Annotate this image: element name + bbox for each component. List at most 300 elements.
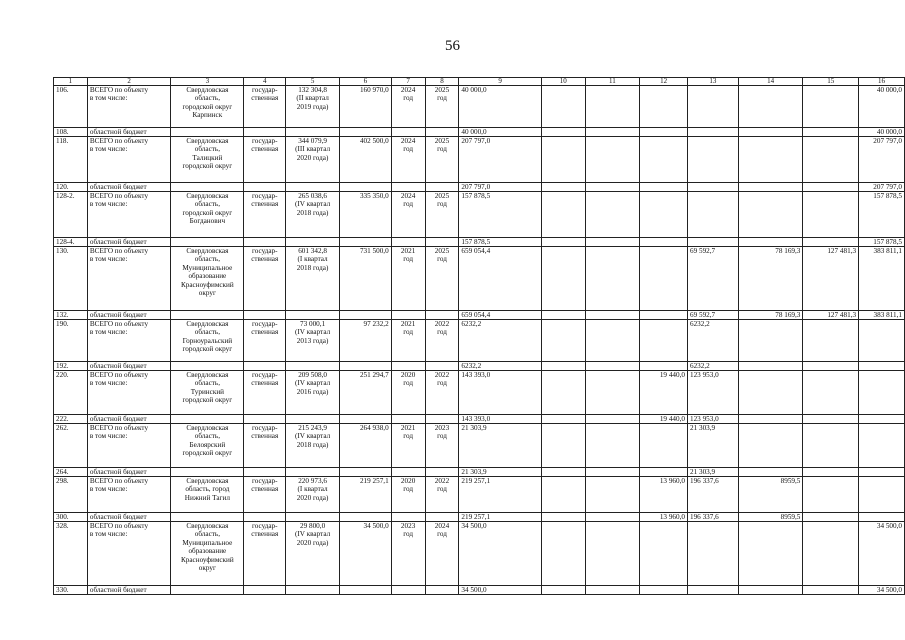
table-cell (286, 311, 340, 320)
table-cell (738, 183, 803, 192)
column-number-cell: 14 (738, 78, 803, 86)
table-cell (640, 183, 688, 192)
table-cell (541, 424, 585, 468)
table-cell: 143 393,0 (459, 371, 541, 415)
table-cell (541, 415, 585, 424)
table-cell (803, 513, 859, 522)
table-cell: областной бюджет (87, 128, 171, 137)
table-cell (585, 468, 640, 477)
table-cell (541, 238, 585, 247)
table-cell (859, 477, 905, 513)
table-cell (585, 86, 640, 128)
table-cell (425, 513, 459, 522)
table-cell (640, 192, 688, 238)
table-cell: 209 508,0 (IV квартал 2016 года) (286, 371, 340, 415)
table-cell (640, 128, 688, 137)
table-cell: 2020 год (391, 477, 425, 513)
table-cell (585, 362, 640, 371)
table-cell (541, 468, 585, 477)
table-cell (859, 513, 905, 522)
table-cell: областной бюджет (87, 311, 171, 320)
table-cell (738, 424, 803, 468)
table-cell: 222. (54, 415, 88, 424)
table-cell (425, 468, 459, 477)
table-cell (171, 311, 244, 320)
table-cell: 2023 год (391, 522, 425, 586)
table-cell: 40 000,0 (459, 128, 541, 137)
table-cell: 78 169,3 (738, 247, 803, 311)
table-cell: областной бюджет (87, 415, 171, 424)
table-cell (541, 362, 585, 371)
table-cell (244, 468, 286, 477)
table-cell (859, 424, 905, 468)
table-cell (171, 183, 244, 192)
table-cell: 251 294,7 (339, 371, 391, 415)
table-cell (585, 477, 640, 513)
table-cell (541, 522, 585, 586)
table-cell: 128-2. (54, 192, 88, 238)
budget-row (54, 468, 905, 477)
table-cell: ВСЕГО по объекту в том числе: (87, 247, 171, 311)
table-cell (803, 477, 859, 513)
table-cell: 196 337,6 (687, 513, 738, 522)
table-cell: 130. (54, 247, 88, 311)
table-cell: областной бюджет (87, 183, 171, 192)
table-cell (585, 128, 640, 137)
column-number-cell: 6 (339, 78, 391, 86)
table-cell (585, 311, 640, 320)
table-cell (738, 128, 803, 137)
table-cell (738, 86, 803, 128)
table-cell: 21 303,9 (459, 468, 541, 477)
table-cell: 2022 год (425, 477, 459, 513)
table-cell (171, 362, 244, 371)
table-cell: 335 350,0 (339, 192, 391, 238)
table-cell: 127 481,3 (803, 311, 859, 320)
table-cell (585, 586, 640, 595)
table-cell: 298. (54, 477, 88, 513)
table-cell: 383 811,1 (859, 247, 905, 311)
table-cell: 2021 год (391, 424, 425, 468)
table-cell: 21 303,9 (687, 468, 738, 477)
table-cell (585, 424, 640, 468)
table-cell: областной бюджет (87, 513, 171, 522)
table-cell: 2025 год (425, 247, 459, 311)
table-cell: 330. (54, 586, 88, 595)
table-cell (244, 183, 286, 192)
table-cell (339, 586, 391, 595)
budget-row (54, 183, 905, 192)
table-cell (339, 468, 391, 477)
table-cell: ВСЕГО по объекту в том числе: (87, 137, 171, 183)
table-cell (425, 586, 459, 595)
budget-row (54, 362, 905, 371)
table-cell: Свердловская область, городской округ Карпинск (171, 86, 244, 128)
table-cell (391, 311, 425, 320)
table-cell: областной бюджет (87, 238, 171, 247)
table-cell: 2021 год (391, 320, 425, 362)
table-cell: государ- ственная (244, 424, 286, 468)
table-cell (391, 362, 425, 371)
table-cell (171, 586, 244, 595)
table-cell: Свердловская область, город Нижний Тагил (171, 477, 244, 513)
table-cell: Свердловская область, Горноуральский городской округ (171, 320, 244, 362)
table-cell: 78 169,3 (738, 311, 803, 320)
table-cell: 262. (54, 424, 88, 468)
table-cell: 265 038,6 (IV квартал 2018 года) (286, 192, 340, 238)
table-cell: 120. (54, 183, 88, 192)
table-cell: 264 938,0 (339, 424, 391, 468)
table-cell: 157 878,5 (459, 192, 541, 238)
column-number-cell: 12 (640, 78, 688, 86)
table-cell (738, 238, 803, 247)
table-cell (738, 371, 803, 415)
budget-row (54, 513, 905, 522)
table-cell: 123 953,0 (687, 415, 738, 424)
table-cell (803, 522, 859, 586)
table-cell: областной бюджет (87, 468, 171, 477)
column-number-cell: 3 (171, 78, 244, 86)
table-cell: 21 303,9 (687, 424, 738, 468)
table-cell: 2024 год (391, 137, 425, 183)
table-cell: 8959,5 (738, 477, 803, 513)
table-cell (738, 362, 803, 371)
table-cell (738, 192, 803, 238)
column-number-cell: 10 (541, 78, 585, 86)
table-cell: 34 500,0 (859, 522, 905, 586)
table-cell (286, 586, 340, 595)
table-cell: 6232,2 (459, 320, 541, 362)
table-cell (541, 183, 585, 192)
object-row (54, 247, 905, 311)
table-cell (585, 183, 640, 192)
table-cell: 659 054,4 (459, 247, 541, 311)
table-cell (171, 468, 244, 477)
table-cell: 2022 год (425, 371, 459, 415)
object-row (54, 137, 905, 183)
table-cell (687, 86, 738, 128)
table-cell (640, 424, 688, 468)
table-cell (286, 362, 340, 371)
table-cell (738, 137, 803, 183)
table-cell (585, 137, 640, 183)
table-cell: 2022 год (425, 320, 459, 362)
column-number-row (54, 78, 905, 86)
table-cell: ВСЕГО по объекту в том числе: (87, 320, 171, 362)
object-row (54, 371, 905, 415)
table-cell: государ- ственная (244, 371, 286, 415)
table-cell: 207 797,0 (459, 183, 541, 192)
column-number-cell: 13 (687, 78, 738, 86)
table-cell: 6232,2 (459, 362, 541, 371)
table-cell (640, 522, 688, 586)
table-cell (171, 415, 244, 424)
table-cell: 34 500,0 (859, 586, 905, 595)
table-cell (391, 415, 425, 424)
table-cell: 2025 год (425, 192, 459, 238)
budget-table (53, 77, 905, 595)
table-cell (585, 320, 640, 362)
table-cell: Свердловская область, городской округ Богданович (171, 192, 244, 238)
table-cell: 264. (54, 468, 88, 477)
table-cell (859, 320, 905, 362)
table-cell: 132 304,8 (II квартал 2019 года) (286, 86, 340, 128)
table-cell (640, 586, 688, 595)
table-cell (244, 362, 286, 371)
table-cell (687, 137, 738, 183)
table-cell: областной бюджет (87, 362, 171, 371)
table-cell: Свердловская область, Белоярский городской округ (171, 424, 244, 468)
table-cell (640, 362, 688, 371)
table-cell: 402 500,0 (339, 137, 391, 183)
table-cell: 6232,2 (687, 320, 738, 362)
table-cell: 157 878,5 (859, 192, 905, 238)
table-cell: 118. (54, 137, 88, 183)
table-cell (244, 415, 286, 424)
table-cell: ВСЕГО по объекту в том числе: (87, 424, 171, 468)
table-cell: 207 797,0 (459, 137, 541, 183)
table-cell (171, 128, 244, 137)
table-cell (803, 137, 859, 183)
object-row (54, 477, 905, 513)
table-cell (541, 128, 585, 137)
table-cell (803, 128, 859, 137)
table-cell (244, 311, 286, 320)
table-cell (541, 371, 585, 415)
table-cell: 219 257,1 (459, 513, 541, 522)
table-cell: 157 878,5 (459, 238, 541, 247)
object-row (54, 424, 905, 468)
table-cell (425, 183, 459, 192)
table-cell (425, 362, 459, 371)
table-cell: 132. (54, 311, 88, 320)
table-cell (541, 311, 585, 320)
table-cell (286, 238, 340, 247)
table-cell: 34 500,0 (459, 586, 541, 595)
table-cell: 219 257,1 (459, 477, 541, 513)
table-cell: 2021 год (391, 247, 425, 311)
table-cell: 40 000,0 (459, 86, 541, 128)
table-cell: 97 232,2 (339, 320, 391, 362)
column-number-cell: 5 (286, 78, 340, 86)
table-cell (585, 415, 640, 424)
table-cell: ВСЕГО по объекту в том числе: (87, 371, 171, 415)
page-number: 56 (445, 38, 460, 54)
table-cell (585, 513, 640, 522)
table-cell (391, 513, 425, 522)
column-number-cell: 15 (803, 78, 859, 86)
table-cell (803, 586, 859, 595)
table-cell (803, 192, 859, 238)
table-cell (541, 137, 585, 183)
table-cell (640, 238, 688, 247)
table-cell: 196 337,6 (687, 477, 738, 513)
table-cell (585, 238, 640, 247)
table-cell: государ- ственная (244, 522, 286, 586)
table-cell: 300. (54, 513, 88, 522)
table-cell (859, 362, 905, 371)
table-cell: 220. (54, 371, 88, 415)
table-cell: Свердловская область, Туринский городской округ (171, 371, 244, 415)
table-cell: государ- ственная (244, 247, 286, 311)
table-cell: 19 440,0 (640, 415, 688, 424)
table-cell (286, 513, 340, 522)
table-cell: 123 953,0 (687, 371, 738, 415)
table-cell: 383 811,1 (859, 311, 905, 320)
column-number-cell: 9 (459, 78, 541, 86)
budget-row (54, 586, 905, 595)
table-cell: 19 440,0 (640, 371, 688, 415)
table-cell: 21 303,9 (459, 424, 541, 468)
table-cell: 215 243,9 (IV квартал 2018 года) (286, 424, 340, 468)
table-cell: 13 960,0 (640, 477, 688, 513)
column-number-cell: 11 (585, 78, 640, 86)
column-number-cell: 8 (425, 78, 459, 86)
table-cell: государ- ственная (244, 477, 286, 513)
table-cell (339, 238, 391, 247)
table-cell: 160 970,0 (339, 86, 391, 128)
table-cell (640, 468, 688, 477)
table-cell: ВСЕГО по объекту в том числе: (87, 522, 171, 586)
table-cell: ВСЕГО по объекту в том числе: (87, 477, 171, 513)
table-cell (687, 238, 738, 247)
table-cell (687, 192, 738, 238)
table-cell (803, 415, 859, 424)
table-cell (391, 238, 425, 247)
table-cell: 69 592,7 (687, 311, 738, 320)
table-cell: 328. (54, 522, 88, 586)
table-cell: 2024 год (425, 522, 459, 586)
table-cell (339, 415, 391, 424)
table-cell: 40 000,0 (859, 128, 905, 137)
budget-row (54, 311, 905, 320)
table-cell: 106. (54, 86, 88, 128)
table-cell: Свердловская область, Талицкий городской округ (171, 137, 244, 183)
table-cell (803, 468, 859, 477)
table-cell: государ- ственная (244, 320, 286, 362)
table-cell (171, 513, 244, 522)
table-cell (541, 192, 585, 238)
table-cell: 157 878,5 (859, 238, 905, 247)
table-cell: государ- ственная (244, 192, 286, 238)
table-cell (541, 86, 585, 128)
table-cell (391, 183, 425, 192)
table-cell: 13 960,0 (640, 513, 688, 522)
table-cell: 128-4. (54, 238, 88, 247)
table-cell (339, 128, 391, 137)
table-cell: 2025 год (425, 86, 459, 128)
table-cell: государ- ственная (244, 86, 286, 128)
table-cell: 220 973,6 (I квартал 2020 года) (286, 477, 340, 513)
table-cell (803, 183, 859, 192)
table-cell: 219 257,1 (339, 477, 391, 513)
table-cell: 6232,2 (687, 362, 738, 371)
table-cell (286, 183, 340, 192)
table-cell (687, 183, 738, 192)
table-cell (425, 415, 459, 424)
table-cell (687, 522, 738, 586)
table-cell: 2024 год (391, 86, 425, 128)
table-cell: 2024 год (391, 192, 425, 238)
table-cell (171, 238, 244, 247)
table-cell: 2020 год (391, 371, 425, 415)
table-cell (640, 247, 688, 311)
column-number-cell: 1 (54, 78, 88, 86)
table-cell (339, 513, 391, 522)
table-cell (803, 424, 859, 468)
table-cell (391, 468, 425, 477)
table-cell (541, 320, 585, 362)
table-cell (286, 468, 340, 477)
table-cell (286, 415, 340, 424)
column-number-cell: 16 (859, 78, 905, 86)
table-cell: 190. (54, 320, 88, 362)
table-cell (244, 513, 286, 522)
table-cell: ВСЕГО по объекту в том числе: (87, 86, 171, 128)
table-cell: 34 500,0 (459, 522, 541, 586)
budget-row (54, 415, 905, 424)
table-cell (640, 137, 688, 183)
table-cell: 2025 год (425, 137, 459, 183)
table-cell: 207 797,0 (859, 137, 905, 183)
table-cell (803, 86, 859, 128)
table-cell: 34 500,0 (339, 522, 391, 586)
table-cell (541, 513, 585, 522)
table-cell (585, 371, 640, 415)
table-cell (585, 192, 640, 238)
table-cell (859, 415, 905, 424)
object-row (54, 192, 905, 238)
table-cell: 127 481,3 (803, 247, 859, 311)
table-cell: 601 342,8 (I квартал 2018 года) (286, 247, 340, 311)
table-cell: областной бюджет (87, 586, 171, 595)
table-cell: ВСЕГО по объекту в том числе: (87, 192, 171, 238)
table-cell (425, 128, 459, 137)
table-cell: 8959,5 (738, 513, 803, 522)
table-cell: 659 054,4 (459, 311, 541, 320)
table-cell (640, 320, 688, 362)
column-number-cell: 2 (87, 78, 171, 86)
table-cell (244, 238, 286, 247)
table-cell (859, 468, 905, 477)
table-cell (339, 362, 391, 371)
column-number-cell: 4 (244, 78, 286, 86)
table-cell: 69 592,7 (687, 247, 738, 311)
table-cell (687, 128, 738, 137)
table-cell (244, 586, 286, 595)
table-cell (339, 311, 391, 320)
table-cell: Свердловская область, Муниципальное образование Красноуфимский округ (171, 247, 244, 311)
object-row (54, 86, 905, 128)
table-cell (425, 311, 459, 320)
table-cell (391, 586, 425, 595)
table-cell (738, 522, 803, 586)
table-cell (391, 128, 425, 137)
table-cell (339, 183, 391, 192)
table-cell: 731 500,0 (339, 247, 391, 311)
table-cell: 108. (54, 128, 88, 137)
table-cell (738, 320, 803, 362)
table-cell (738, 586, 803, 595)
table-cell (640, 86, 688, 128)
table-cell: 192. (54, 362, 88, 371)
table-cell (286, 128, 340, 137)
table-cell (859, 371, 905, 415)
table-cell (803, 362, 859, 371)
object-row (54, 320, 905, 362)
table-cell: 40 000,0 (859, 86, 905, 128)
object-row (54, 522, 905, 586)
